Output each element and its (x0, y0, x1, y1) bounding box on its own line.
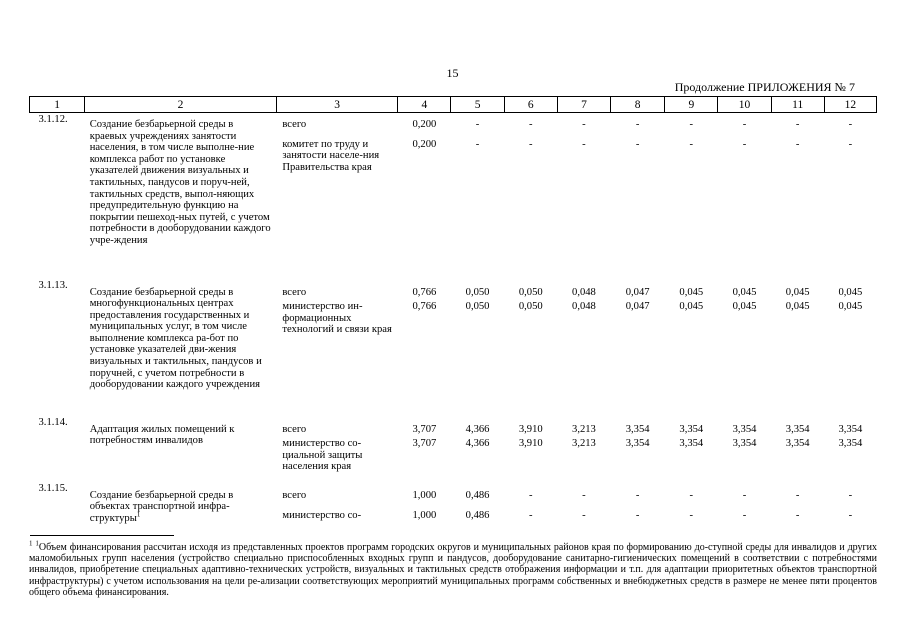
funding-value-cell (718, 113, 771, 279)
funding-value: 0,048 (572, 286, 596, 298)
footnote-reference: 1 (136, 510, 141, 519)
funding-value: 3,213 (572, 423, 596, 435)
footnote-marker: 1 (29, 539, 33, 548)
funding-value: 0,045 (679, 286, 704, 298)
funding-value: - (742, 489, 747, 501)
funding-value: 1,000 (412, 489, 437, 501)
funding-value: - (848, 489, 853, 501)
funding-value-cell (398, 416, 451, 482)
funding-value: 0,048 (572, 301, 596, 313)
funding-value-cell (557, 416, 610, 482)
funding-value: 0,200 (412, 138, 437, 150)
executor-name: министерство со- (282, 510, 362, 522)
funding-value: 3,354 (679, 423, 704, 435)
executor-name: министерство ин-формационных технологий и связи края (282, 301, 392, 336)
column-header: 7 (557, 97, 610, 113)
funding-value-cell (504, 482, 557, 542)
funding-value-cell (771, 416, 824, 482)
funding-value: - (475, 138, 480, 150)
table-row (30, 416, 877, 482)
funding-value: 0,047 (625, 301, 650, 313)
funding-value: 0,050 (518, 301, 543, 313)
executor-total-label: всего (282, 489, 307, 501)
funding-value: 0,486 (465, 510, 490, 522)
measure-number: 3.1.15. (38, 482, 68, 494)
measure-name-text: Адаптация жилых помещений к потребностям инвалидов (89, 423, 235, 447)
measure-name-text: Создание безбарьерной среды в объектах транспортной инфра-структуры (89, 489, 234, 524)
funding-value: 0,047 (625, 286, 650, 298)
appendix-continuation-label: Продолжение ПРИЛОЖЕНИЯ № 7 (674, 80, 855, 94)
funding-value: - (795, 138, 800, 150)
funding-value: 3,354 (625, 423, 650, 435)
funding-value: 0,766 (412, 286, 437, 298)
measure-name (85, 416, 277, 482)
funding-value-cell (771, 482, 824, 542)
executor-total-label: всего (282, 119, 307, 130)
funding-value: 3,354 (785, 423, 810, 435)
funding-value: - (848, 138, 853, 150)
funding-value: - (635, 510, 640, 522)
funding-value: 3,910 (518, 423, 543, 435)
funding-value: - (689, 119, 694, 130)
executor-cell (276, 482, 397, 542)
column-header: 2 (85, 97, 277, 113)
funding-value-cell (557, 113, 610, 279)
funding-value-cell (504, 279, 557, 416)
funding-value-cell (718, 482, 771, 542)
executor-cell (276, 279, 397, 416)
column-header: 8 (611, 97, 665, 113)
measure-name-text: Создание безбарьерной среды в многофункциональных центрах предоставления государственных и муниципальных услуг, в том числе выполнение комплекса ра-бот по установке указателей дви-жения визуальных и тактильных, пандусов и поручней, с учетом потребности в дооборудовании каждого учреждения (89, 286, 262, 391)
funding-value: - (528, 138, 533, 150)
measure-number: 3.1.13. (38, 279, 68, 291)
funding-value: 3,354 (785, 438, 810, 450)
funding-value-cell (451, 113, 504, 279)
funding-value: - (795, 489, 800, 501)
table-row (30, 482, 877, 542)
funding-value: 0,050 (465, 301, 490, 313)
funding-value-cell (611, 416, 665, 482)
funding-value-cell (718, 279, 771, 416)
executor-cell (276, 416, 397, 482)
funding-value-cell (398, 113, 451, 279)
funding-value: 3,354 (732, 438, 757, 450)
funding-value: - (475, 119, 480, 130)
funding-value: - (635, 138, 640, 150)
funding-value-cell (611, 279, 665, 416)
funding-value-cell (824, 279, 876, 416)
funding-value-cell (771, 113, 824, 279)
funding-value: 0,045 (732, 301, 757, 313)
table-row (30, 279, 877, 416)
footnote-separator (30, 535, 174, 536)
funding-value-cell (504, 416, 557, 482)
funding-value: 0,045 (679, 301, 704, 313)
funding-value: - (795, 510, 800, 522)
funding-value: - (528, 510, 533, 522)
funding-value-cell (824, 416, 876, 482)
executor-name: комитет по труду и занятости населе-ния Правительства края (282, 138, 380, 173)
funding-value: 0,766 (412, 301, 437, 313)
funding-value-cell (665, 482, 718, 542)
funding-value-cell (504, 113, 557, 279)
funding-value-cell (557, 482, 610, 542)
funding-value: 3,707 (412, 438, 437, 450)
funding-value: 0,045 (785, 301, 810, 313)
funding-value: - (742, 119, 747, 130)
funding-value-cell (665, 113, 718, 279)
funding-value: - (689, 489, 694, 501)
funding-value: 0,045 (838, 301, 863, 313)
funding-table (29, 96, 877, 542)
measure-name (85, 279, 277, 416)
funding-value: - (848, 119, 853, 130)
funding-value-cell (665, 416, 718, 482)
column-number-header-row (30, 97, 877, 113)
funding-value: - (795, 119, 800, 130)
measure-number: 3.1.12. (38, 114, 68, 125)
footnote (29, 539, 878, 598)
measure-number: 3.1.14. (38, 416, 68, 428)
funding-value-cell (665, 279, 718, 416)
funding-value: - (742, 138, 747, 150)
funding-value: 3,354 (838, 438, 863, 450)
table-row (30, 113, 877, 279)
funding-value: 3,354 (679, 438, 704, 450)
measure-name (85, 113, 277, 279)
funding-value: 0,045 (838, 286, 863, 298)
funding-value-cell (718, 416, 771, 482)
funding-value: - (582, 119, 586, 130)
footnote-marker-2: 1 (35, 539, 39, 548)
funding-value: - (582, 510, 586, 522)
column-header: 12 (824, 97, 876, 113)
funding-value: 0,200 (412, 119, 437, 130)
funding-value: - (635, 119, 640, 130)
column-header: 9 (665, 97, 718, 113)
funding-value-cell (771, 279, 824, 416)
funding-value-cell (451, 416, 504, 482)
funding-value: - (528, 489, 533, 501)
column-header: 3 (276, 97, 397, 113)
measure-name (85, 482, 277, 542)
column-header: 10 (718, 97, 771, 113)
funding-value: - (848, 510, 853, 522)
measure-name-text: Создание безбарьерной среды в краевых учреждениях занятости населения, в том числе выполне-ние комплекса работ по установке указателей движения визуальных и тактильных, пандусов и поруч-ней, тактильных средств, выпол-няющих предупредительную функцию на покрытии пешеход-ных путей, с учетом потребности в дооборудовании каждого учре-ждения (89, 119, 271, 246)
column-header: 11 (771, 97, 824, 113)
funding-value: 0,050 (518, 286, 543, 298)
funding-value-cell (398, 279, 451, 416)
funding-value: 0,050 (465, 286, 490, 298)
funding-value: 4,366 (465, 438, 490, 450)
executor-total-label: всего (282, 423, 307, 435)
funding-value-cell (557, 279, 610, 416)
funding-value: - (528, 119, 533, 130)
funding-value: 3,213 (572, 438, 596, 450)
page-number: 15 (446, 66, 459, 80)
funding-value: - (742, 510, 747, 522)
funding-value-cell (611, 482, 665, 542)
funding-value: - (582, 138, 586, 150)
footnote-text: Объем финансирования рассчитан исходя из представленных проектов программ городских округов и муниципальных районов края по формированию до-ступной среды для инвалидов и других маломобильных групп населения (устройство специально приспособленных входных групп и пандусов, дооборудование санитарно-гигиенических помещений в соответствии с потребностями инвалидов, приобретение специальных адаптивно-технических устройств, визуальных и тактильных средств отображения информации и т.п. для адаптации приоритетных объектов транспортной инфраструктуры) с учетом использования на цели ре-ализации соответствующих мероприятий муниципальных программ собственных и внебюджетных средств в размере не менее пяти процентов общего объема финансирования. (29, 542, 878, 598)
column-header: 1 (30, 97, 85, 113)
funding-value: 0,045 (785, 286, 810, 298)
funding-value-cell (398, 482, 451, 542)
funding-value-cell (451, 279, 504, 416)
funding-value: 3,354 (625, 438, 650, 450)
funding-value: 0,486 (465, 489, 490, 501)
funding-value: - (689, 510, 694, 522)
funding-value: 3,354 (732, 423, 757, 435)
funding-value: 3,707 (412, 423, 437, 435)
executor-cell (276, 113, 397, 279)
funding-value: 0,045 (732, 286, 757, 298)
column-header: 4 (398, 97, 451, 113)
funding-value-cell (611, 113, 665, 279)
funding-value-cell (451, 482, 504, 542)
funding-value: 1,000 (412, 510, 437, 522)
funding-value: 3,354 (838, 423, 863, 435)
executor-name: министерство со-циальной защиты населения края (282, 438, 363, 473)
funding-value-cell (824, 113, 876, 279)
funding-value: 4,366 (465, 423, 490, 435)
funding-value: 3,910 (518, 438, 543, 450)
funding-value: - (582, 489, 586, 501)
column-header: 6 (504, 97, 557, 113)
column-header: 5 (451, 97, 504, 113)
executor-total-label: всего (282, 286, 307, 298)
funding-value-cell (824, 482, 876, 542)
funding-value: - (635, 489, 640, 501)
funding-value: - (689, 138, 694, 150)
